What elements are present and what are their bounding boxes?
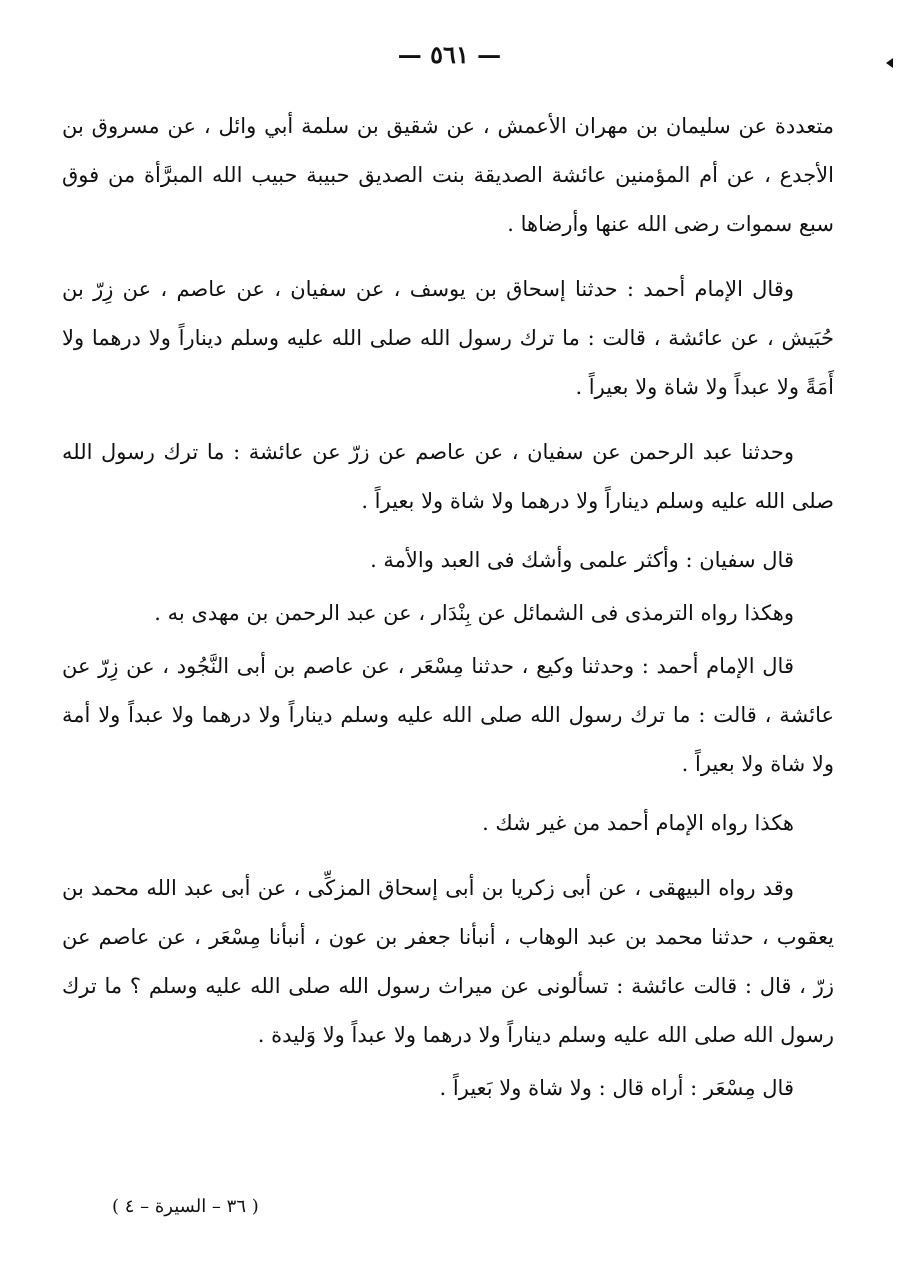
main-text: [62, 102, 834, 1113]
margin-triangle-icon: [886, 58, 893, 68]
paragraph-ahmad-hadith: وقال الإمام أحمد : حدثنا إسحاق بن يوسف ، عن سفيان ، عن عاصم ، عن زِرّ بن حُبَيش ، عن عائشة ، قالت : ما ترك رسول الله صلى الله عليه وسلم ديناراً ولا درهما ولا أَمَةً ولا عبداً ولا شاة ولا بعيراً .: [62, 277, 834, 399]
paragraph-misar-comment: قال مِسْعَر : أراه قال : ولا شاة ولا بَعيراً .: [439, 1076, 794, 1100]
footer-signature: ( ٣٦ – السيرة – ٤ ): [112, 1196, 259, 1217]
paragraph-sufyan-comment: قال سفيان : وأكثر علمى وأشك فى العبد والأمة .: [370, 548, 794, 572]
paragraph-abdulrahman-hadith: وحدثنا عبد الرحمن عن سفيان ، عن عاصم عن زرّ عن عائشة : ما ترك رسول الله صلى الله عليه وسلم ديناراً ولا درهما ولا شاة ولا بعيراً .: [62, 440, 834, 513]
page-number: — ٥٦١ —: [397, 40, 502, 69]
paragraph-tirmidhi: وهكذا رواه الترمذى فى الشمائل عن بِنْدَار ، عن عبد الرحمن بن مهدى به .: [154, 601, 794, 625]
paragraph-bayhaqi-hadith: وقد رواه البيهقى ، عن أبى زكريا بن أبى إسحاق المزكِّى ، عن أبى عبد الله محمد بن يعقوب ، حدثنا محمد بن عبد الوهاب ، أنبأنا جعفر بن عون ، أنبأنا مِسْعَر ، عن عاصم عن زرّ ، قال : قالت عائشة : تسألونى عن ميراث رسول الله صلى الله عليه وسلم ؟ ما ترك رسول الله صلى الله عليه وسلم ديناراً ولا درهما ولا عبداً ولا وَليدة .: [62, 876, 834, 1047]
paragraph-waki-hadith: قال الإمام أحمد : وحدثنا وكيع ، حدثنا مِسْعَر ، عن عاصم بن أبى النَّجُود ، عن زِرّ عن عائشة ، قالت : ما ترك رسول الله صلى الله عليه وسلم ديناراً ولا درهما ولا عبداً ولا أمة ولا شاة ولا بعيراً .: [62, 654, 834, 776]
paragraph-isnad-chain: متعددة عن سليمان بن مهران الأعمش ، عن شقيق بن سلمة أبي وائل ، عن مسروق بن الأجدع ، عن أم المؤمنين عائشة الصديقة بنت الصديق حبيبة حبيب الله المبرَّأة من فوق سبع سموات رضى الله عنها وأرضاها .: [62, 114, 834, 236]
paragraph-without-doubt: هكذا رواه الإمام أحمد من غير شك .: [482, 811, 794, 835]
